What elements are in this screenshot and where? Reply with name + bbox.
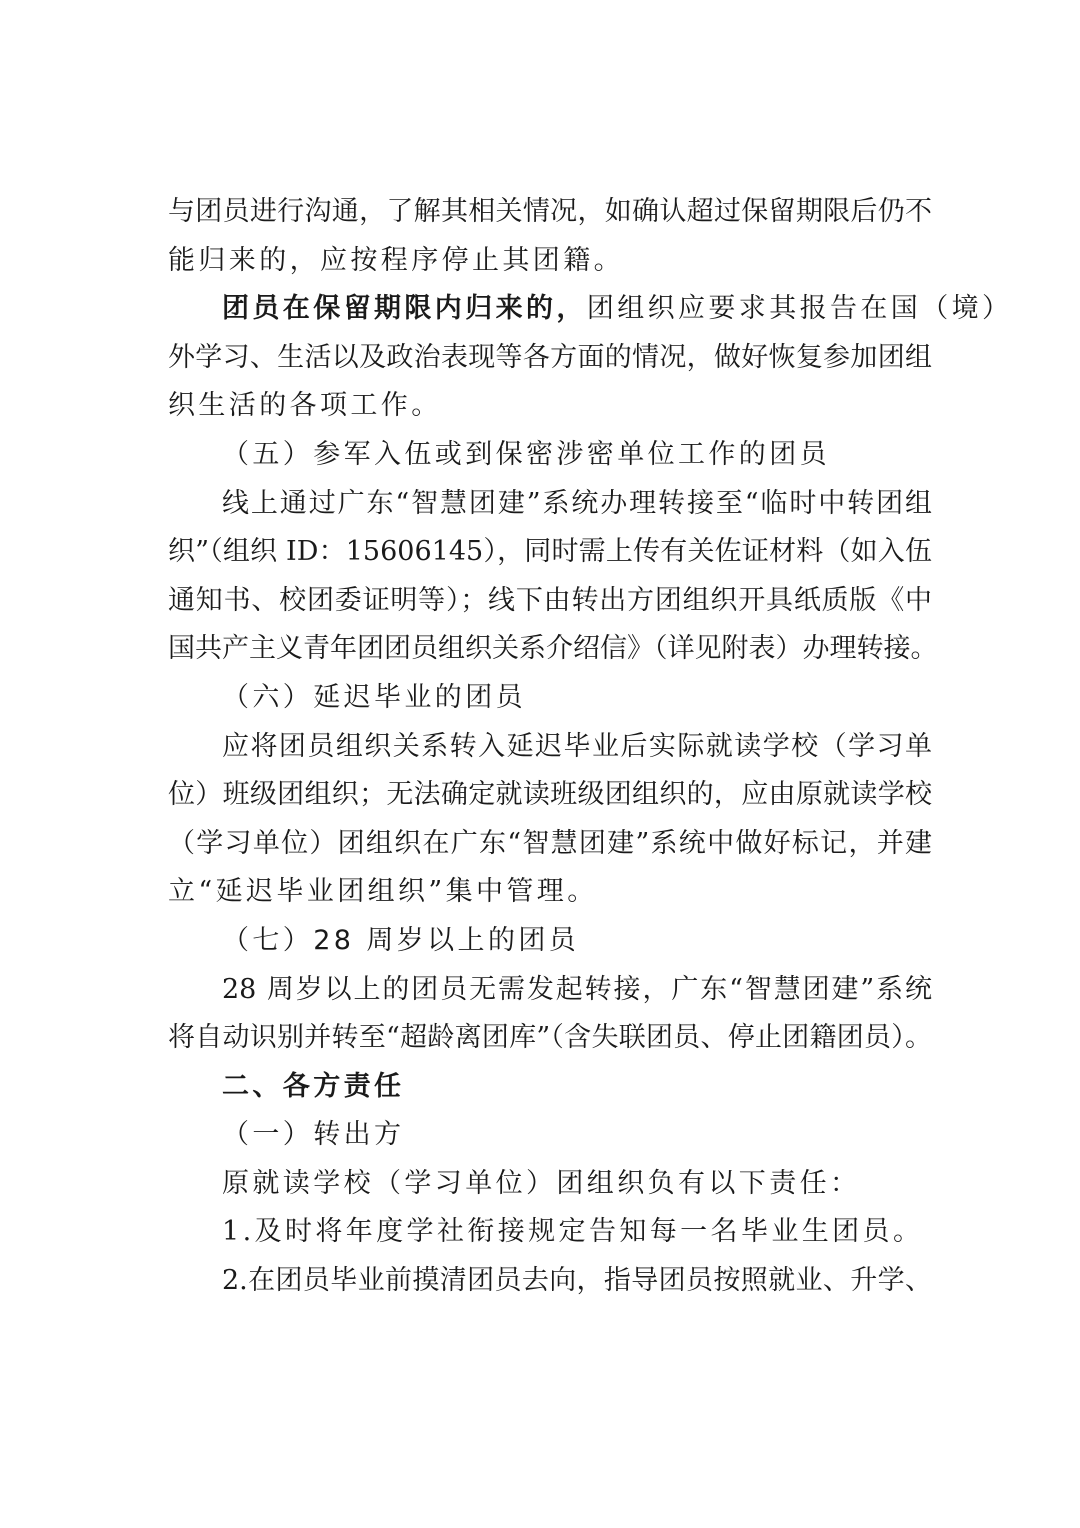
document-body [168,188,1013,1306]
section-subheading: （五）参军入伍或到保密涉密单位工作的团员 [222,438,830,470]
emphasis-text: 团员在保留期限内归来的， [222,293,587,325]
body-line: 外学习、生活以及政治表现等各方面的情况，做好恢复参加团组 [168,341,932,373]
body-line: 线上通过广东“智慧团建”系统办理转接至“临时中转团组 [222,487,932,519]
body-line: 织”（组织 ID：15606145），同时需上传有关佐证材料（如入伍 [168,536,932,568]
body-line: 国共产主义青年团团员组织关系介绍信》（详见附表）办理转接。 [168,633,938,665]
body-line: 立“延迟毕业团组织”集中管理。 [168,876,598,908]
body-line: 28 周岁以上的团员无需发起转接，广东“智慧团建”系统 [222,973,932,1005]
body-line: 将自动识别并转至“超龄离团库”（含失联团员、停止团籍团员）。 [168,1022,932,1054]
section-subheading: （七）28 周岁以上的团员 [222,924,580,956]
body-text: 团组织应要求其报告在国（境） [586,293,1013,325]
body-paragraph [168,285,1013,334]
body-line: 位）班级团组织；无法确定就读班级团组织的，应由原就读学校 [168,779,932,811]
body-line: 原就读学校（学习单位）团组织负有以下责任： [222,1167,861,1199]
body-line: 通知书、校团委证明等）；线下由转出方团组织开具纸质版《中 [168,584,932,616]
section-heading: 二、各方责任 [222,1070,405,1102]
section-subheading: （一）转出方 [222,1119,405,1151]
list-item: 2.在团员毕业前摸清团员去向，指导团员按照就业、升学、 [222,1265,932,1297]
body-line: 与团员进行沟通，了解其相关情况，如确认超过保留期限后仍不 [168,196,932,227]
body-line: 能归来的，应按程序停止其团籍。 [168,244,624,276]
list-item: 1.及时将年度学社衔接规定告知每一名毕业生团员。 [222,1216,924,1248]
body-line: 应将团员组织关系转入延迟毕业后实际就读学校（学习单 [222,730,932,762]
body-line: （学习单位）团组织在广东“智慧团建”系统中做好标记，并建 [168,827,932,859]
section-subheading: （六）延迟毕业的团员 [222,681,526,713]
body-line: 织生活的各项工作。 [168,390,442,422]
